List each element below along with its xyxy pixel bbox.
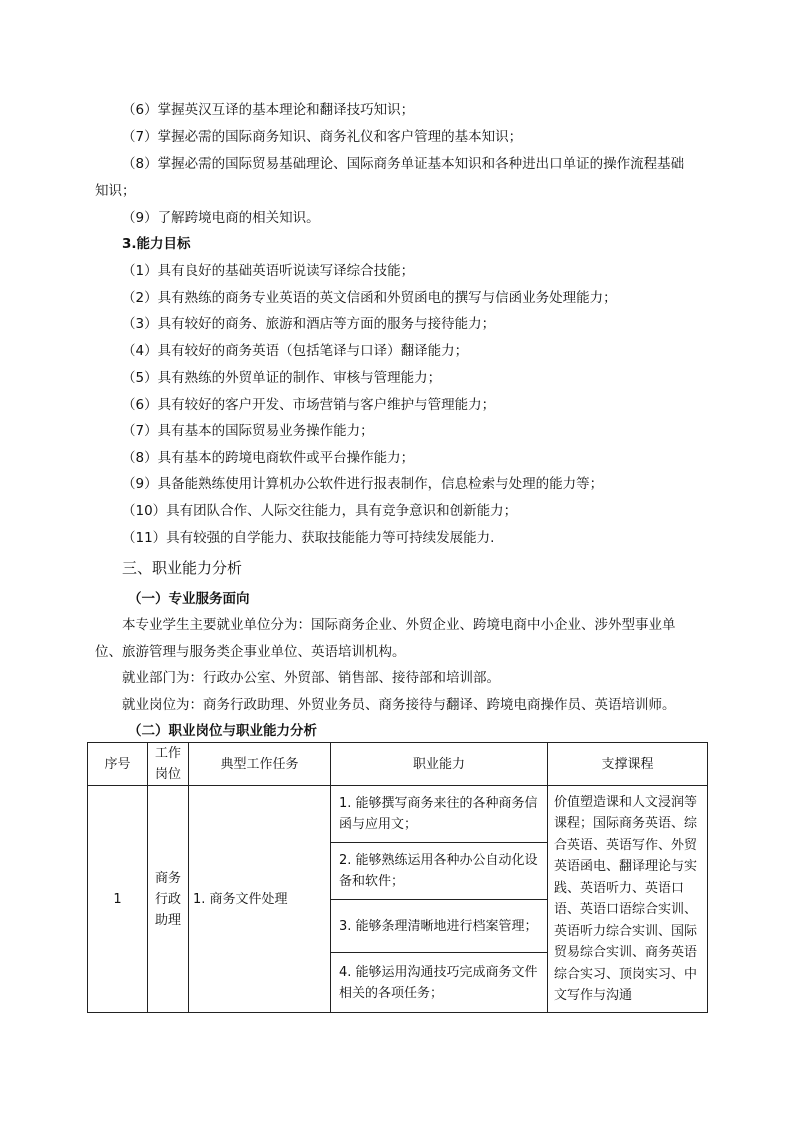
header-post: 工作岗位 — [148, 743, 189, 786]
ability-1: 1. 能够撰写商务来往的各种商务信函与应用文； — [339, 796, 538, 832]
departments-line: 就业部门为：行政办公室、外贸部、销售部、接待部和培训部。 — [122, 670, 500, 686]
ability-item-6: （6）具有较好的客户开发、市场营销与客户维护与管理能力； — [122, 397, 496, 413]
ability-item-2: （2）具有熟练的商务专业英语的英文信函和外贸函电的撰写与信函业务处理能力； — [122, 290, 617, 306]
header-course: 支撑课程 — [548, 743, 708, 786]
header-no: 序号 — [88, 743, 148, 786]
ability-4: 4. 能够运用沟通技巧完成商务文件相关的各项任务； — [331, 952, 547, 1012]
ability-item-11: （11）具有较强的自学能力、获取技能能力等可持续发展能力. — [122, 530, 495, 546]
table-row — [88, 786, 708, 1013]
ability-item-1: （1）具有良好的基础英语听说读写译综合技能； — [122, 263, 415, 279]
row-no: 1 — [88, 786, 148, 1013]
row-task: 1. 商务文件处理 — [189, 786, 331, 1013]
ability-item-7: （7）具有基本的国际贸易业务操作能力； — [122, 423, 374, 439]
ability-item-3: （3）具有较好的商务、旅游和酒店等方面的服务与接待能力； — [122, 316, 496, 332]
knowledge-item-9: （9）了解跨境电商的相关知识。 — [122, 210, 320, 226]
ability-item-10: （10）具有团队合作、人际交往能力，具有竞争意识和创新能力； — [122, 503, 518, 519]
knowledge-item-7: （7）掌握必需的国际商务知识、商务礼仪和客户管理的基本知识； — [122, 129, 523, 145]
subsection-1-title: （一）专业服务面向 — [128, 591, 250, 607]
ability-3: 3. 能够条理清晰地进行档案管理； — [331, 899, 547, 952]
subsection-2-title: （二）职业岗位与职业能力分析 — [128, 723, 317, 739]
ability-item-8: （8）具有基本的跨境电商软件或平台操作能力； — [122, 450, 415, 466]
employers-line-1: 本专业学生主要就业单位分为：国际商务企业、外贸企业、跨境电商中小企业、涉外型事业单 — [122, 617, 676, 633]
table-header-row — [88, 743, 708, 786]
ability-heading: 3.能力目标 — [122, 236, 191, 252]
section-3-title: 三、职业能力分析 — [122, 559, 243, 577]
ability-item-4: （4）具有较好的商务英语（包括笔译与口译）翻译能力； — [122, 343, 469, 359]
knowledge-item-8-cont: 知识； — [95, 183, 136, 199]
ability-2: 2. 能够熟练运用各种办公自动化设备和软件； — [331, 842, 547, 899]
job-ability-table — [87, 742, 708, 1013]
header-ability: 职业能力 — [331, 743, 548, 786]
ability-item-5: （5）具有熟练的外贸单证的制作、审核与管理能力； — [122, 370, 442, 386]
row-post: 商务行政助理 — [148, 786, 189, 1013]
positions-line: 就业岗位为：商务行政助理、外贸业务员、商务接待与翻译、跨境电商操作员、英语培训师。 — [122, 697, 676, 713]
ability-item-9: （9）具备能熟练使用计算机办公软件进行报表制作，信息检索与处理的能力等； — [122, 476, 604, 492]
knowledge-item-8: （8）掌握必需的国际贸易基础理论、国际商务单证基本知识和各种进出口单证的操作流程基础 — [122, 156, 685, 172]
row-abilities — [331, 786, 548, 1013]
header-task: 典型工作任务 — [189, 743, 331, 786]
row-courses: 价值塑造课和人文浸润等课程；国际商务英语、综合英语、英语写作、外贸英语函电、翻译理论与实践、英语听力、英语口语、英语口语综合实训、英语听力综合实训、国际贸易综合实训、商务英语综合实习、顶岗实习、中文写作与沟通 — [548, 786, 708, 1013]
knowledge-item-6: （6）掌握英汉互译的基本理论和翻译技巧知识； — [122, 102, 415, 118]
employers-line-2: 位、旅游管理与服务类企事业单位、英语培训机构。 — [95, 644, 406, 660]
